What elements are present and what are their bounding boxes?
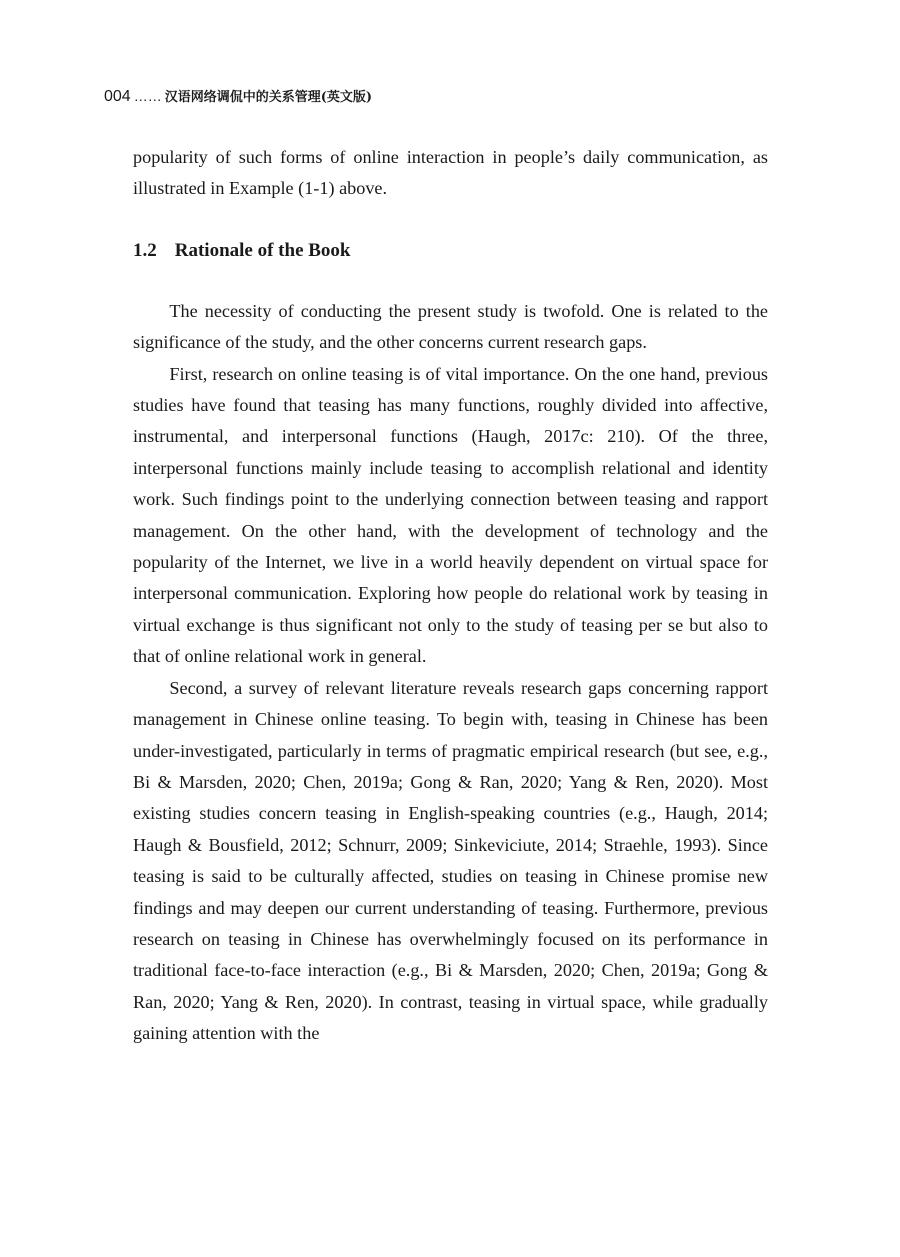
paragraph: The necessity of conducting the present study is twofold. One is related to the significance of the study, and the other concerns current research gaps. (133, 300, 768, 353)
section-number: 1.2 (133, 239, 157, 261)
leader-dots: …… (133, 88, 162, 104)
page-body (133, 142, 768, 1050)
section-title: Rationale of the Book (174, 239, 351, 261)
section-heading (133, 235, 768, 266)
paragraph: First, research on online teasing is of vital importance. On the one hand, previous studies have found that teasing has many functions, roughly divided into affective, instrumental, and interpersonal functions (Haugh, 2017c: 210). Of the three, interpersonal functions mainly include teasing to accomplish relational and identity work. Such findings point to the underlying connection between teasing and rapport management. On the other hand, with the development of technology and the popularity of the Internet, we live in a world heavily dependent on virtual space for interpersonal communication. Exploring how people do relational work by teasing in virtual exchange is thus significant not only to the study of teasing per se but also to that of online relational work in general. (133, 363, 768, 667)
paragraph-continued: popularity of such forms of online interaction in people’s daily communication, as illustrated in Example (1-1) above. (133, 147, 768, 199)
page-number: 004 (104, 88, 131, 105)
book-title: 汉语网络调侃中的关系管理(英文版) (164, 90, 373, 105)
running-head (104, 86, 372, 106)
paragraph: Second, a survey of relevant literature reveals research gaps concerning rapport management in Chinese online teasing. To begin with, teasing in Chinese has been under-investigated, particularly in terms of pragmatic empirical research (but see, e.g., Bi & Marsden, 2020; Chen, 2019a; Gong & Ran, 2020; Yang & Ren, 2020). Most existing studies concern teasing in English-speaking countries (e.g., Haugh, 2014; Haugh & Bousfield, 2012; Schnurr, 2009; Sinkeviciute, 2014; Straehle, 1993). Since teasing is said to be culturally affected, studies on teasing in Chinese promise new findings and may deepen our current understanding of teasing. Furthermore, previous research on teasing in Chinese has overwhelmingly focused on its performance in traditional face-to-face interaction (e.g., Bi & Marsden, 2020; Chen, 2019a; Gong & Ran, 2020; Yang & Ren, 2020). In contrast, teasing in virtual space, while gradually gaining attention with the (133, 677, 768, 1044)
